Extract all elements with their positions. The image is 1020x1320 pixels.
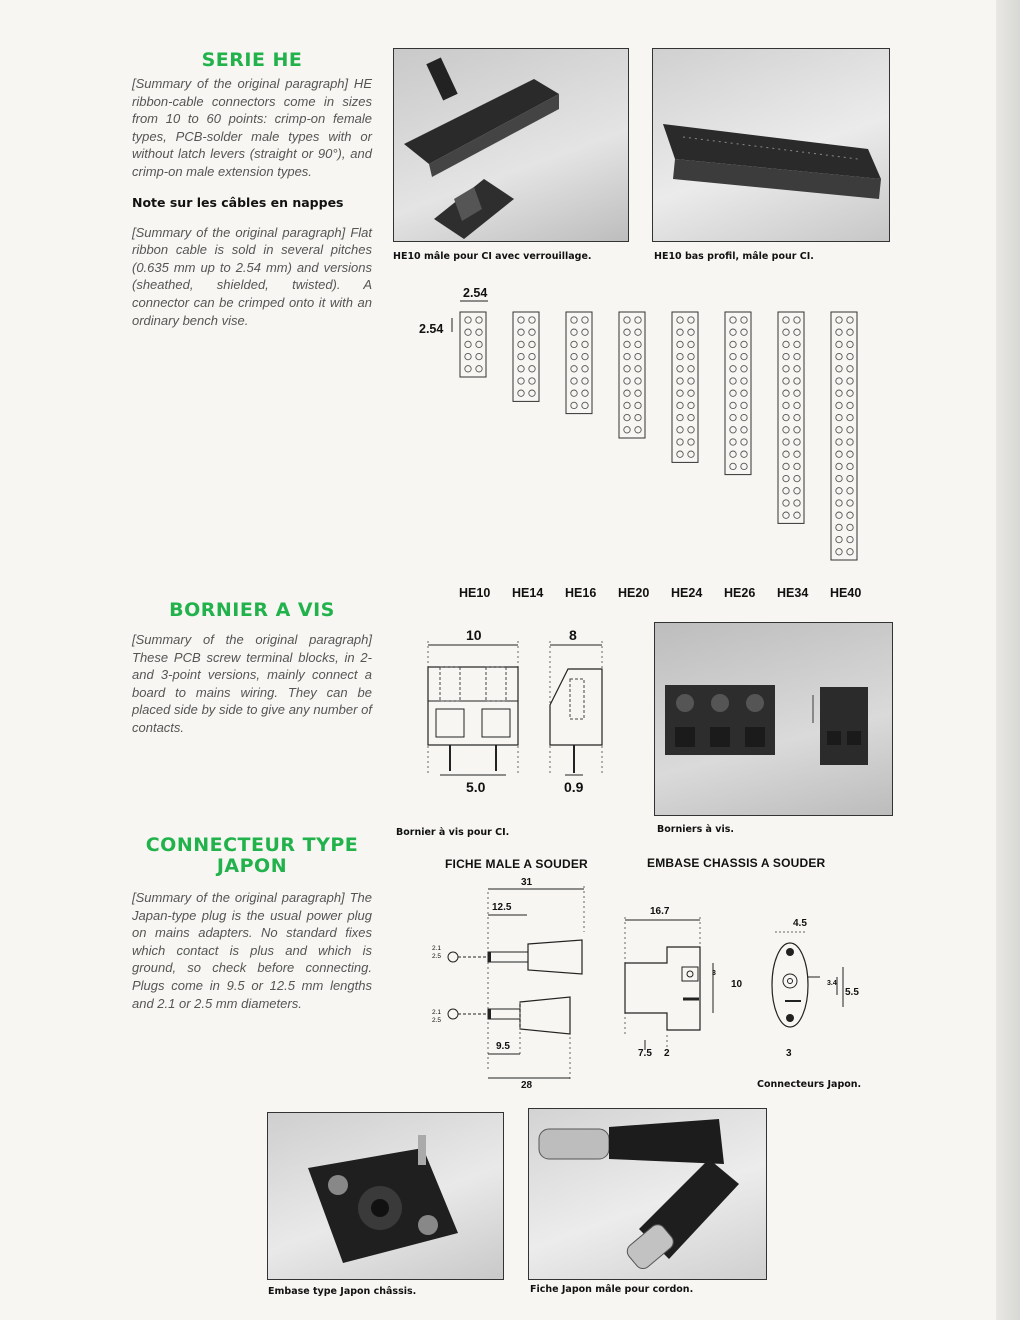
he-pin	[730, 427, 736, 433]
he-pin	[794, 390, 800, 396]
he-pin	[529, 341, 535, 347]
he-pin	[571, 390, 577, 396]
he-pin	[836, 390, 842, 396]
he-pin	[783, 378, 789, 384]
bornier-width-side: 8	[569, 627, 577, 643]
he-pin	[741, 366, 747, 372]
he-pin	[529, 317, 535, 323]
he-pin	[688, 439, 694, 445]
he-pin	[836, 500, 842, 506]
he-pin	[783, 317, 789, 323]
he-pin	[476, 329, 482, 335]
he-pin	[688, 366, 694, 372]
caption-he10-latch: HE10 mâle pour CI avec verrouillage.	[393, 251, 592, 262]
he-pin	[730, 329, 736, 335]
embase-3-label: 3	[786, 1048, 792, 1059]
fiche-diam-1b: 2.5	[432, 953, 442, 960]
photo-fiche-cordon	[528, 1108, 767, 1280]
embase-5-5-label: 5.5	[845, 987, 859, 998]
he-pin	[688, 414, 694, 420]
he-pin	[836, 402, 842, 408]
he-pin	[688, 402, 694, 408]
he-pin	[688, 341, 694, 347]
he-pin	[794, 475, 800, 481]
he-pin	[836, 317, 842, 323]
he-pin	[688, 378, 694, 384]
he-pin	[688, 427, 694, 433]
he-pin	[836, 341, 842, 347]
he-pin	[635, 378, 641, 384]
embase-4-5-label: 4.5	[793, 918, 807, 929]
he-pin	[677, 341, 683, 347]
caption-borniers: Borniers à vis.	[657, 824, 734, 835]
he-pin	[847, 414, 853, 420]
note-summary: [Summary of the original paragraph] Flat ribbon cable is sold in several pitches (0.635 mm up to 2.54 mm) and versions (sheathed, shielded, twisted). A connector can be crimped onto it with an ordinary bench vise.	[132, 224, 372, 328]
he-pin	[741, 353, 747, 359]
he-pin	[847, 488, 853, 494]
he-pin	[635, 341, 641, 347]
pitch-v-label: 2.54	[419, 322, 444, 336]
he-pin	[518, 366, 524, 372]
he-pin	[635, 402, 641, 408]
he-pin	[847, 475, 853, 481]
he-pin	[730, 390, 736, 396]
he-pin	[783, 512, 789, 518]
he-pin	[518, 317, 524, 323]
serie-he-summary: [Summary of the original paragraph] HE ribbon-cable connectors come in sizes from 10 to 60 points: crimp-on female types, PCB-solder male types with or without latch levers (straight or 90°), and crimp-on male extension types.	[132, 76, 372, 179]
he-pin	[794, 366, 800, 372]
he-pin	[635, 329, 641, 335]
he-pin	[730, 317, 736, 323]
he-pin	[783, 439, 789, 445]
he-pin	[836, 427, 842, 433]
he-pin	[465, 366, 471, 372]
he-pin	[783, 500, 789, 506]
he-pin	[847, 378, 853, 384]
he-pin	[794, 451, 800, 457]
he-pin	[582, 317, 588, 323]
he-pin	[677, 439, 683, 445]
he-pin	[794, 512, 800, 518]
he-pin	[571, 353, 577, 359]
title-fiche: FICHE MALE A SOUDER	[445, 857, 588, 871]
fiche-12-5-label: 12.5	[492, 902, 512, 913]
he-pin	[529, 366, 535, 372]
he-pin	[836, 353, 842, 359]
he-pin	[783, 366, 789, 372]
note-title: Note sur les câbles en nappes	[132, 194, 344, 210]
he-pin	[783, 402, 789, 408]
he-pin	[582, 353, 588, 359]
he-pin	[794, 439, 800, 445]
he-pin	[783, 414, 789, 420]
he-pin	[783, 475, 789, 481]
he-pin	[836, 488, 842, 494]
bornier-screw-2	[482, 709, 510, 737]
he-pin	[476, 353, 482, 359]
he-pin	[741, 414, 747, 420]
he-pin-diagram	[0, 0, 1020, 620]
he-pin	[836, 475, 842, 481]
embase-hole-label: 3	[712, 970, 716, 977]
he-pin	[847, 463, 853, 469]
he-pin	[847, 353, 853, 359]
he-pin	[741, 317, 747, 323]
he-pin	[836, 512, 842, 518]
he-pin	[677, 317, 683, 323]
title-embase: EMBASE CHASSIS A SOUDER	[647, 856, 826, 870]
he-pin	[847, 341, 853, 347]
he-pin	[518, 353, 524, 359]
he-pin	[741, 378, 747, 384]
caption-embase-chassis: Embase type Japon châssis.	[268, 1286, 417, 1297]
he-pin	[529, 329, 535, 335]
embase-16-7-label: 16.7	[650, 906, 670, 917]
he-pin	[465, 341, 471, 347]
heading-bornier: BORNIER A VIS	[169, 599, 335, 621]
he-pin	[624, 402, 630, 408]
embase-side-body	[625, 947, 700, 1030]
he-pin	[677, 378, 683, 384]
he-pin	[847, 451, 853, 457]
he-label-he40: HE40	[830, 586, 862, 600]
fiche-31-label: 31	[521, 877, 533, 888]
he-pin	[518, 378, 524, 384]
he-pin	[847, 390, 853, 396]
fiche-diagram	[420, 872, 610, 1092]
he-pin	[624, 366, 630, 372]
he-pin	[794, 329, 800, 335]
bornier-width-front: 10	[466, 627, 482, 643]
he-pin	[465, 329, 471, 335]
he-pin	[794, 463, 800, 469]
he-pin	[677, 427, 683, 433]
bornier-front-body	[428, 667, 518, 745]
he-pin	[571, 341, 577, 347]
bornier-diagram	[420, 625, 620, 800]
he-pin	[730, 378, 736, 384]
he-pin	[847, 439, 853, 445]
he-pin	[730, 439, 736, 445]
he-label-he34: HE34	[777, 586, 809, 600]
he-pin	[688, 390, 694, 396]
he-pin	[624, 427, 630, 433]
he-pin	[571, 329, 577, 335]
he-pin	[741, 402, 747, 408]
he-pin	[741, 329, 747, 335]
he-pin	[571, 402, 577, 408]
photo-embase-chassis	[267, 1112, 504, 1280]
he-pin	[465, 317, 471, 323]
he-label-he14: HE14	[512, 586, 544, 600]
he-pin	[582, 329, 588, 335]
section-japon	[132, 835, 372, 1012]
he-pin	[847, 329, 853, 335]
he-pin	[741, 463, 747, 469]
he-pin	[836, 439, 842, 445]
he-pin	[677, 329, 683, 335]
he-pin	[783, 427, 789, 433]
he-pin	[783, 488, 789, 494]
he-pin	[571, 378, 577, 384]
he-pin	[836, 549, 842, 555]
he-pin	[476, 317, 482, 323]
japon-summary: [Summary of the original paragraph] The Japan-type plug is the usual power plug on mains adapters. No standard fixes which contact is plus and which is ground, so check before connecting. Plugs come in 9.5 or 12.5 mm lengths and 2.1 or 2.5 mm diameters.	[132, 890, 372, 1011]
he-pin	[476, 366, 482, 372]
he-pin	[836, 414, 842, 420]
bornier-side-body	[550, 669, 602, 745]
fiche-1-body	[528, 940, 582, 974]
he-pin	[847, 317, 853, 323]
he-pin	[677, 353, 683, 359]
he-pin	[783, 329, 789, 335]
he-pin	[624, 329, 630, 335]
he-pin	[635, 317, 641, 323]
he-pin	[635, 390, 641, 396]
bornier-summary: [Summary of the original paragraph] These PCB screw terminal blocks, in 2- and 3-point versions, mainly connect a board to mains wiring. They can be placed side by side to give any number of contacts.	[132, 632, 372, 735]
he-block-he16	[566, 312, 592, 414]
he-pin	[836, 524, 842, 530]
fiche-9-5-label: 9.5	[496, 1041, 510, 1052]
he-pin	[571, 317, 577, 323]
he-pin	[730, 414, 736, 420]
he-pin	[741, 341, 747, 347]
he-pin	[582, 390, 588, 396]
heading-japon-2: JAPON	[216, 855, 288, 877]
he-pin	[582, 378, 588, 384]
he-label-he24: HE24	[671, 586, 703, 600]
he-pin	[624, 414, 630, 420]
he-pin	[518, 329, 524, 335]
he-pin	[529, 390, 535, 396]
caption-fiche-cordon: Fiche Japon mâle pour cordon.	[530, 1284, 694, 1295]
he-pin	[836, 463, 842, 469]
he-pin	[624, 378, 630, 384]
embase-3-4-label: 3.4	[827, 980, 837, 987]
he-block-he40	[831, 312, 857, 560]
he-pin	[794, 402, 800, 408]
he-pin	[741, 439, 747, 445]
he-pin	[847, 512, 853, 518]
he-pin	[783, 353, 789, 359]
he-pin	[741, 451, 747, 457]
he-pin	[677, 451, 683, 457]
he-pin	[688, 329, 694, 335]
he-pin	[677, 390, 683, 396]
photo-borniers	[654, 622, 893, 816]
he-pin	[635, 353, 641, 359]
he-pin	[783, 463, 789, 469]
fiche-2-body	[520, 997, 570, 1034]
caption-he10-low: HE10 bas profil, mâle pour CI.	[654, 251, 814, 262]
he-pin	[465, 353, 471, 359]
he-pin	[847, 549, 853, 555]
he-pin	[518, 390, 524, 396]
he-pin	[836, 366, 842, 372]
he-pin	[794, 427, 800, 433]
he-pin	[836, 378, 842, 384]
he-pin	[582, 366, 588, 372]
he-pin	[518, 341, 524, 347]
he-pin	[847, 366, 853, 372]
he-pin	[635, 414, 641, 420]
he-pin	[847, 536, 853, 542]
embase-10-label: 10	[731, 979, 743, 990]
caption-japon: Connecteurs Japon.	[757, 1079, 862, 1090]
he-pin	[783, 341, 789, 347]
he-pin	[624, 317, 630, 323]
he-pin	[624, 341, 630, 347]
he-pin	[688, 353, 694, 359]
he-pin	[624, 353, 630, 359]
he-pin	[794, 378, 800, 384]
he-pin	[794, 500, 800, 506]
he-pin	[677, 414, 683, 420]
he-pin	[794, 488, 800, 494]
section-bornier	[132, 600, 372, 737]
he-pin	[847, 524, 853, 530]
he-pin	[783, 390, 789, 396]
he-pin	[635, 427, 641, 433]
he-pin	[741, 390, 747, 396]
he-pin	[730, 366, 736, 372]
he-pin	[741, 427, 747, 433]
bornier-screw-1	[436, 709, 464, 737]
fiche-diam-1a: 2.1	[432, 945, 442, 952]
he-pin	[847, 427, 853, 433]
he-label-he16: HE16	[565, 586, 597, 600]
embase-2-label: 2	[664, 1048, 670, 1059]
he-pin	[582, 402, 588, 408]
he-pin	[529, 353, 535, 359]
fiche-diam-2b: 2.5	[432, 1017, 442, 1024]
he-pin	[794, 353, 800, 359]
he-pin	[794, 414, 800, 420]
he-pin	[730, 451, 736, 457]
he-label-he10: HE10	[459, 586, 491, 600]
he-pin	[582, 341, 588, 347]
he-pin	[730, 463, 736, 469]
he-pin	[624, 390, 630, 396]
he-pin	[794, 317, 800, 323]
he-pin	[730, 353, 736, 359]
he-pin	[836, 329, 842, 335]
heading-serie-he: SERIE HE	[201, 49, 303, 71]
he-pin	[847, 500, 853, 506]
pitch-h-label: 2.54	[463, 286, 488, 300]
bornier-pitch: 5.0	[466, 779, 486, 795]
he-pin	[688, 317, 694, 323]
he-pin	[847, 402, 853, 408]
fiche-cordon-illustration	[529, 1109, 766, 1279]
bornier-pin-size: 0.9	[564, 779, 584, 795]
he-block-he24	[672, 312, 698, 462]
fiche-2-tube	[488, 1009, 520, 1019]
fiche-28-label: 28	[521, 1080, 533, 1091]
he-pin	[635, 366, 641, 372]
he-pin	[794, 341, 800, 347]
he-pin	[476, 341, 482, 347]
caption-bornier-ci: Bornier à vis pour CI.	[396, 827, 510, 838]
fiche-diam-2a: 2.1	[432, 1009, 442, 1016]
embase-7-5-label: 7.5	[638, 1048, 652, 1059]
he-pin	[571, 366, 577, 372]
he-pin	[688, 451, 694, 457]
heading-japon-1: CONNECTEUR TYPE	[145, 834, 359, 856]
he-pin	[836, 451, 842, 457]
he-pin	[677, 366, 683, 372]
he-pin	[783, 451, 789, 457]
he-pin	[730, 402, 736, 408]
he-label-he20: HE20	[618, 586, 650, 600]
he-pin	[730, 341, 736, 347]
he-pin	[836, 536, 842, 542]
he-pin	[677, 402, 683, 408]
he-pin	[529, 378, 535, 384]
fiche-1-tube	[488, 952, 528, 962]
embase-chassis-illustration	[268, 1113, 503, 1279]
he-label-he26: HE26	[724, 586, 756, 600]
borniers-illustration	[655, 623, 892, 815]
